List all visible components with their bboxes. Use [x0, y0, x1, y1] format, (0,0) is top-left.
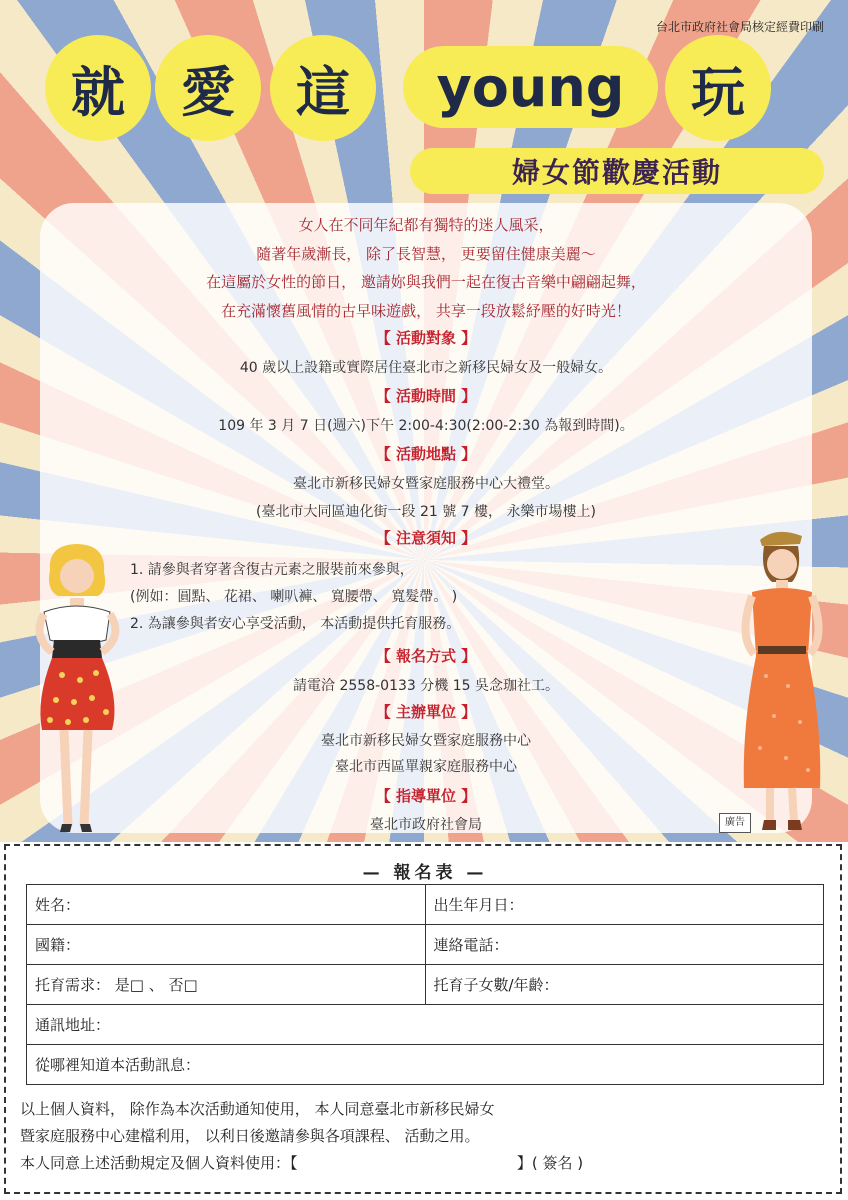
- section-text: 請電洽 2558-0133 分機 15 吳念珈社工。: [293, 678, 559, 694]
- approval-note: 台北市政府社會局核定經費印刷: [655, 20, 824, 34]
- nationality-field[interactable]: 國籍：: [27, 925, 426, 965]
- name-field[interactable]: 姓名：: [27, 885, 426, 925]
- table-row: [27, 1045, 824, 1085]
- table-row: [27, 1005, 824, 1045]
- section-text: 臺北市新移民婦女暨家庭服務中心大禮堂。: [293, 476, 559, 492]
- info-source-field[interactable]: 從哪裡知道本活動訊息：: [27, 1045, 824, 1085]
- form-title: — 報名表 —: [362, 863, 488, 883]
- section-text: 臺北市政府社會局: [370, 817, 482, 833]
- notes-list: [130, 557, 750, 638]
- intro-line: 隨著年歲漸長， 除了長智慧， 更要留住健康美麗～: [256, 244, 596, 263]
- section-notes-heading: [40, 527, 812, 548]
- main-title: [48, 38, 788, 142]
- section-heading: 【 活動地點 】: [375, 445, 477, 463]
- title-char-3: 這: [273, 38, 373, 138]
- section-organizer: [40, 701, 812, 776]
- consent-statement: [20, 1096, 832, 1177]
- ad-label: 廣告: [719, 813, 751, 833]
- section-heading: 【 注意須知 】: [375, 529, 477, 547]
- note-item: (例如：圓點、 花裙、 喇叭褲、 寬腰帶、 寬髮帶。 ): [130, 589, 458, 605]
- consent-line: 以上個人資料， 除作為本次活動通知使用， 本人同意臺北市新移民婦女: [20, 1100, 495, 1118]
- intro-line: 在這屬於女性的節日， 邀請妳與我們一起在復古音樂中翩翩起舞，: [206, 273, 646, 291]
- retro-girl-left-illustration: [28, 540, 128, 840]
- consent-line: 暨家庭服務中心建檔利用， 以利日後邀請參與各項課程、 活動之用。: [20, 1127, 480, 1145]
- table-row: [27, 965, 824, 1005]
- consent-signature-line[interactable]: 本人同意上述活動規定及個人資料使用：【 】( 簽名 ): [20, 1154, 584, 1172]
- section-text: 臺北市西區單親家庭服務中心: [335, 759, 517, 775]
- title-char-4: 玩: [668, 38, 768, 138]
- intro-line: 在充滿懷舊風情的古早味遊戲， 共享一段放鬆紓壓的好時光！: [221, 301, 631, 320]
- note-item: 1. 請參與者穿著含復古元素之服裝前來參與，: [130, 562, 414, 578]
- section-location: [40, 443, 812, 521]
- section-text: 109 年 3 月 7 日(週六)下午 2:00-4:30(2:00-2:30 為報到時間)。: [218, 418, 634, 434]
- subtitle: 婦女節歡慶活動: [410, 148, 824, 194]
- retro-woman-right-illustration: [730, 526, 830, 838]
- section-supervisor: [40, 785, 812, 834]
- section-heading: 【 活動對象 】: [375, 329, 477, 347]
- registration-table: [26, 884, 824, 1085]
- title-char-2: 愛: [158, 38, 258, 138]
- section-heading: 【 主辦單位 】: [375, 703, 477, 721]
- section-heading: 【 報名方式 】: [375, 647, 477, 665]
- title-char-1: 就: [48, 38, 148, 138]
- birthdate-field[interactable]: 出生年月日：: [425, 885, 824, 925]
- registration-form: [4, 844, 842, 1194]
- section-registration: [40, 645, 812, 695]
- content-panel: [40, 203, 812, 833]
- children-count-field[interactable]: 托育子女數/年齡：: [425, 965, 824, 1005]
- section-text: 40 歲以上設籍或實際居住臺北市之新移民婦女及一般婦女。: [239, 360, 613, 376]
- table-row: [27, 885, 824, 925]
- childcare-field[interactable]: 托育需求： 是□ 、 否□: [27, 965, 426, 1005]
- title-latin: young: [403, 46, 658, 128]
- section-target: [40, 327, 812, 377]
- note-item: 2. 為讓參與者安心享受活動， 本活動提供托育服務。: [130, 616, 461, 632]
- address-field[interactable]: 通訊地址：: [27, 1005, 824, 1045]
- intro-line: 女人在不同年紀都有獨特的迷人風采，: [298, 216, 554, 234]
- section-heading: 【 指導單位 】: [375, 787, 477, 805]
- section-time: [40, 385, 812, 435]
- phone-field[interactable]: 連絡電話：: [425, 925, 824, 965]
- section-text: 臺北市新移民婦女暨家庭服務中心: [321, 733, 531, 749]
- section-text: (臺北市大同區迪化街一段 21 號 7 樓， 永樂市場樓上): [256, 504, 596, 520]
- table-row: [27, 925, 824, 965]
- intro: [40, 211, 812, 325]
- section-heading: 【 活動時間 】: [375, 387, 477, 405]
